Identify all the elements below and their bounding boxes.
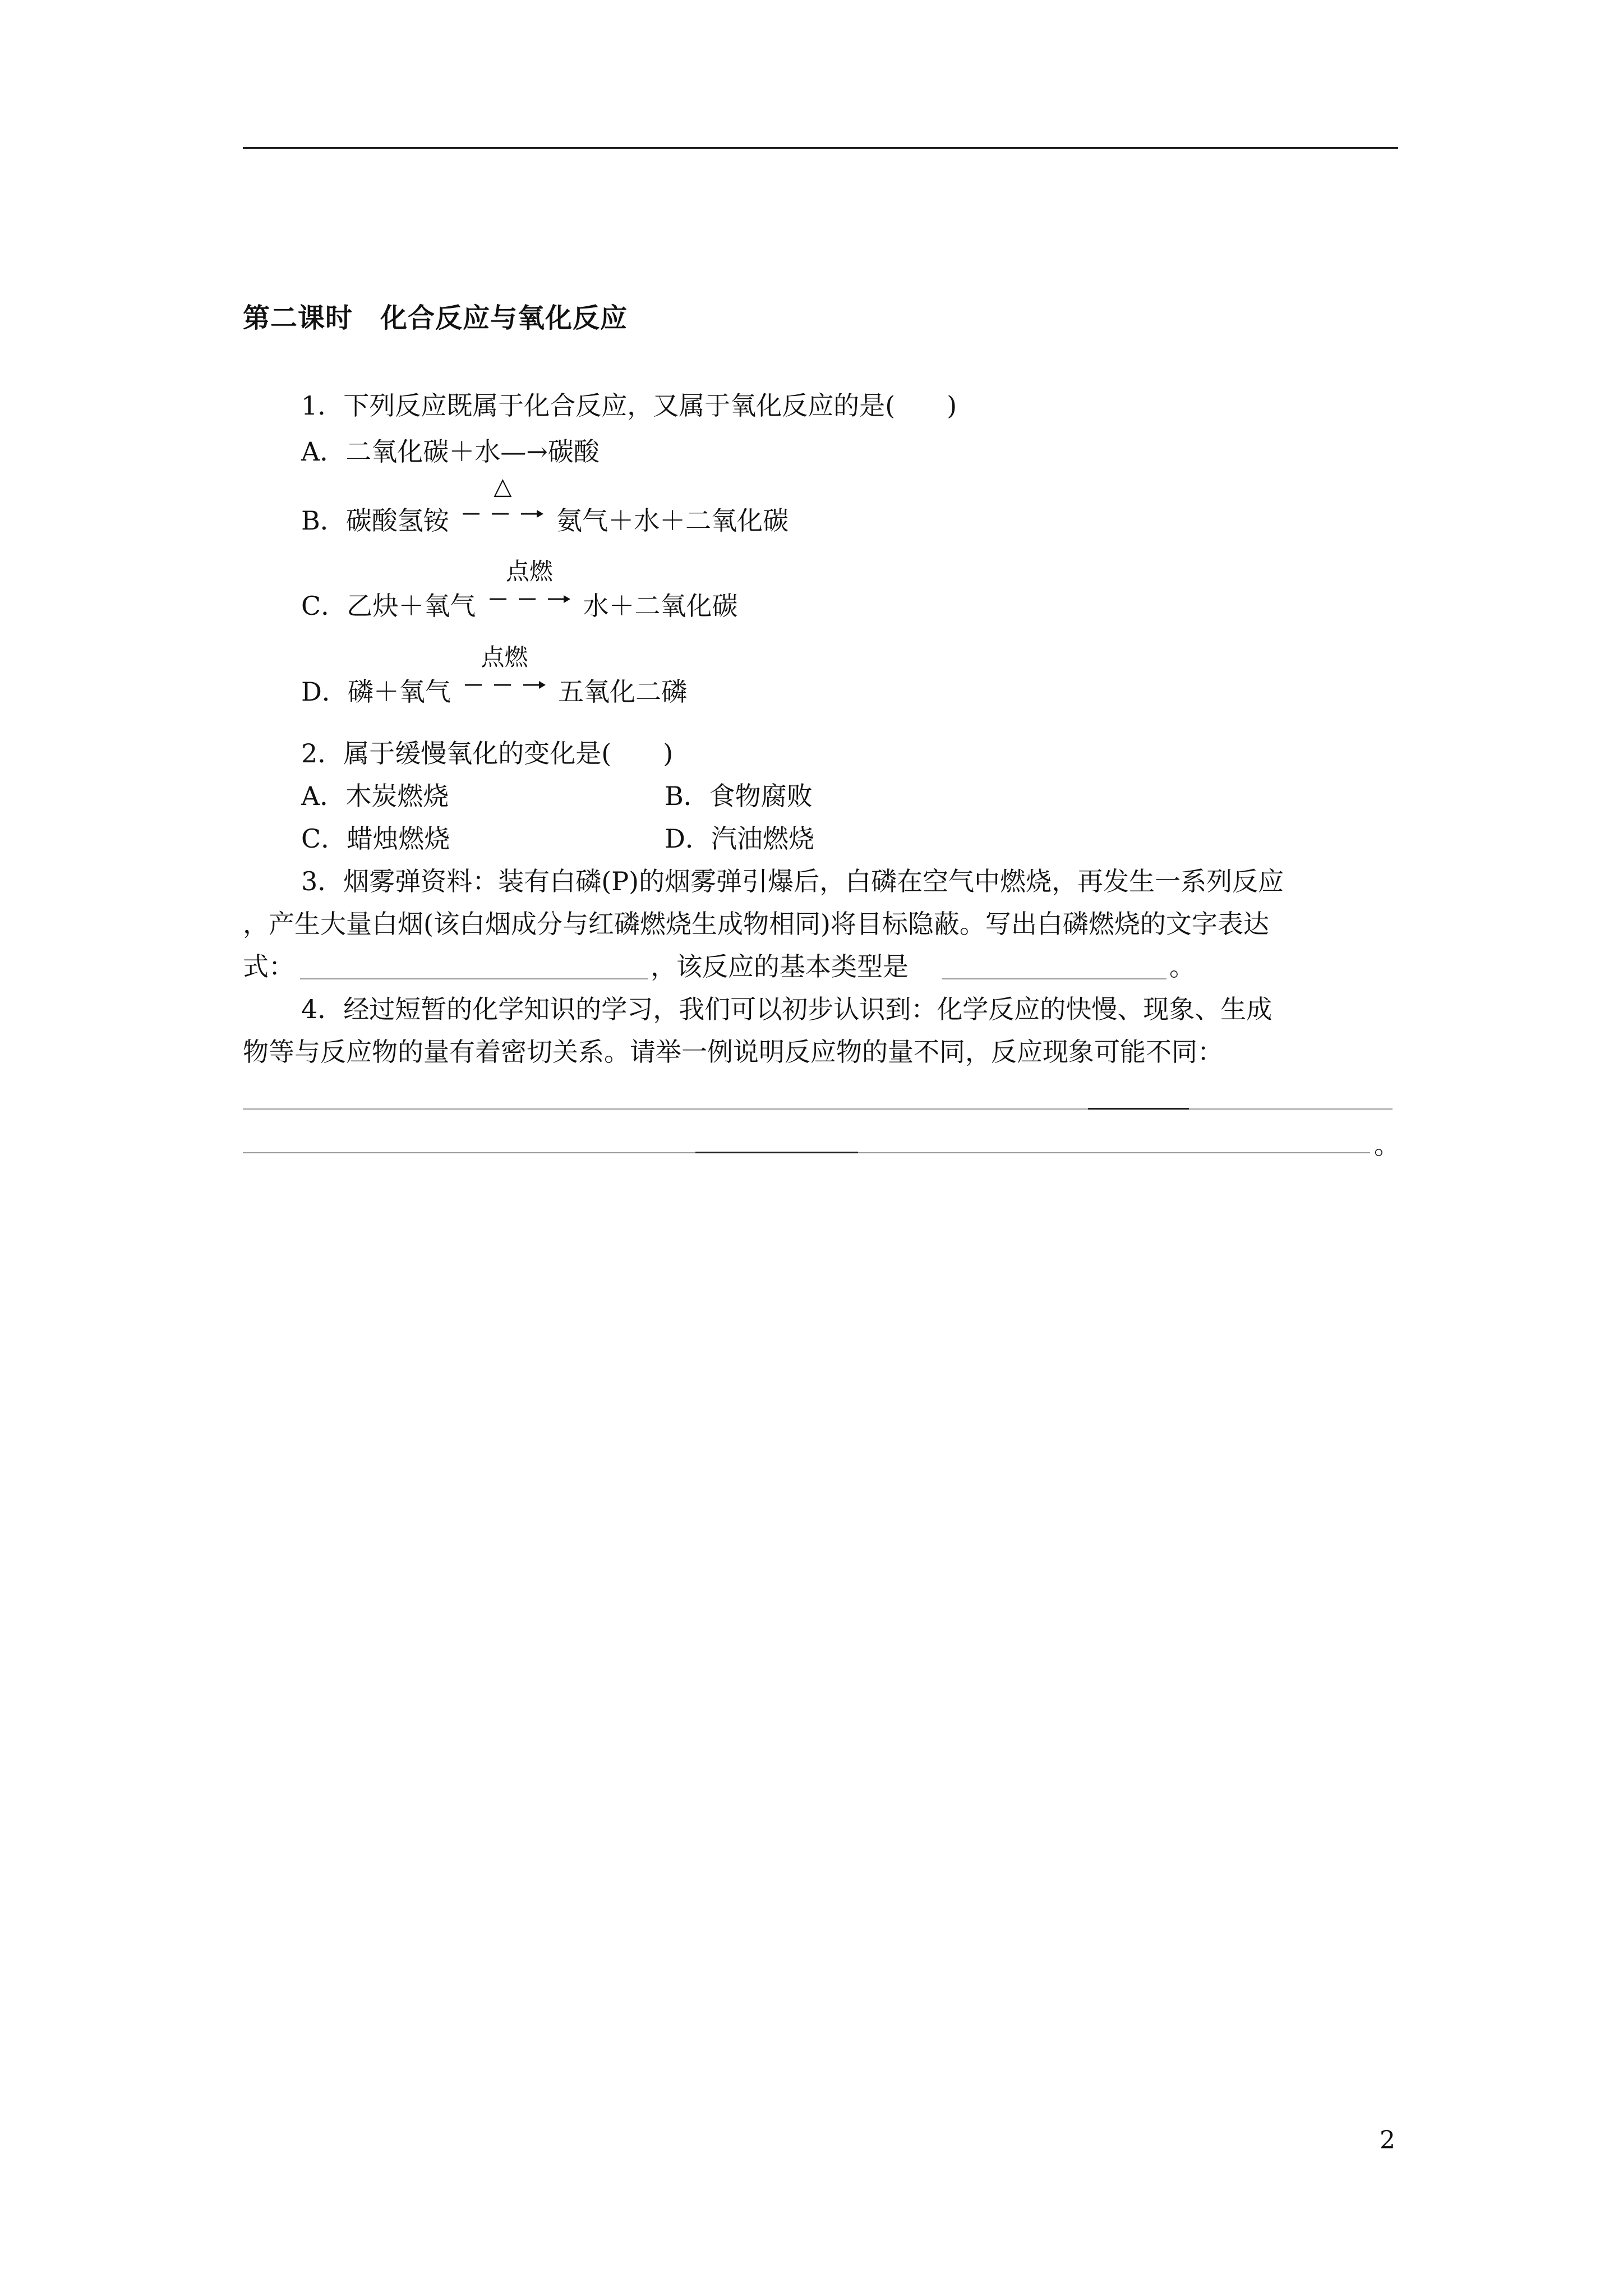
q4-end-period: 。 — [1374, 1130, 1400, 1160]
q3-line-3c: 。 — [1169, 951, 1195, 982]
reaction-arrow — [463, 643, 547, 701]
q1-option-b-product: 氨气＋水＋二氧化碳 — [556, 505, 789, 536]
q1-option-d — [301, 643, 688, 707]
q4-line-1: 4．经过短暂的化学知识的学习，我们可以初步认识到：化学反应的快慢、现象、生成 — [301, 994, 1272, 1024]
q3-line-3b: ，该反应的基本类型是 — [651, 951, 909, 982]
q1-option-a: A．二氧化碳＋水—→碳酸 — [301, 436, 600, 467]
reaction-arrow — [487, 558, 571, 615]
q2-option-a: A．木炭燃烧 — [301, 781, 449, 811]
q1-option-b — [301, 472, 789, 536]
q1-option-d-product: 五氧化二磷 — [558, 677, 688, 707]
q2-option-c: C．蜡烛燃烧 — [301, 823, 450, 854]
q1-option-d-reactant: D．磷＋氧气 — [301, 677, 451, 707]
arrow-icon — [460, 508, 545, 519]
page-number: 2 — [1380, 2126, 1395, 2155]
q1-stem: 1．下列反应既属于化合反应，又属于氧化反应的是( ) — [301, 390, 957, 421]
reaction-arrow — [460, 472, 545, 530]
q3-line-2: ，产生大量白烟(该白烟成分与红磷燃烧生成物相同)将目标隐蔽。写出白磷燃烧的文字表达 — [243, 909, 1269, 939]
q3-line-3a: 式： — [243, 951, 294, 982]
ignite-condition: 点燃 — [481, 643, 528, 671]
q2-stem: 2．属于缓慢氧化的变化是( ) — [301, 738, 674, 769]
q1-option-c — [301, 558, 738, 621]
q2-option-d: D．汽油燃烧 — [665, 823, 814, 854]
arrow-icon — [487, 593, 571, 605]
q3-answer-blank-2[interactable] — [942, 978, 1166, 979]
q3-line-1: 3．烟雾弹资料：装有白磷(P)的烟雾弹引爆后，白磷在空气中燃烧，再发生一系列反应 — [301, 866, 1284, 896]
q4-answer-blank-1-mark — [1088, 1108, 1189, 1110]
ignite-condition: 点燃 — [505, 558, 553, 585]
arrow-icon — [463, 679, 547, 691]
q4-answer-blank-2-mark — [695, 1152, 858, 1153]
header-rule — [243, 147, 1398, 149]
q4-line-2: 物等与反应物的量有着密切关系。请举一例说明反应物的量不同，反应现象可能不同： — [243, 1037, 1223, 1067]
section-title: 第二课时 化合反应与氧化反应 — [243, 302, 628, 334]
heat-condition: △ — [494, 472, 512, 500]
q1-option-c-reactant: C．乙炔＋氧气 — [301, 591, 476, 621]
q1-option-b-reactant: B．碳酸氢铵 — [301, 505, 449, 536]
q1-option-c-product: 水＋二氧化碳 — [583, 591, 738, 621]
q4-answer-blank-1[interactable] — [243, 1108, 1393, 1110]
q2-option-b: B．食物腐败 — [665, 781, 813, 811]
q3-answer-blank-1[interactable] — [300, 978, 648, 979]
